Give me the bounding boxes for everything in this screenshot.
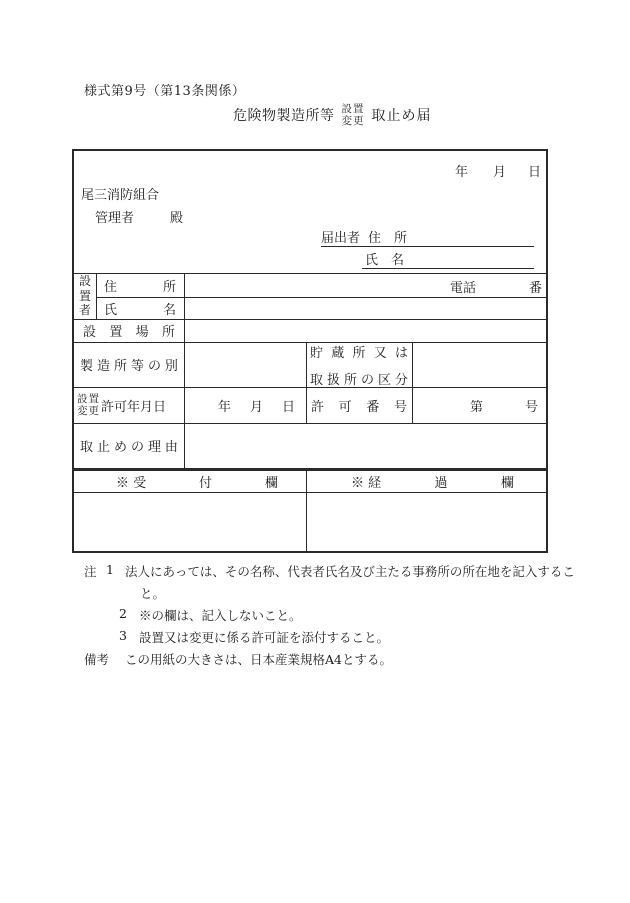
note-1-number: 1 [106,562,114,577]
note-item-1-line-1 [0,562,630,582]
location-label: 設 置 場 所 [83,325,175,340]
storage-classification-line2: 取 扱 所 の 区 分 [310,372,408,388]
date-year-label: 年 [455,165,469,180]
honorific-label: 殿 [170,211,184,226]
progress-box [306,492,546,551]
form-number: 様式第9号（第13条関係） [84,84,246,99]
storage-classification-line1: 貯 蔵 所 又 は [310,345,408,361]
permit-date-value-cell [184,387,306,423]
permit-number-value-cell [412,387,546,423]
permit-year-label: 年 [218,399,232,415]
notifier-name-blank [362,252,534,269]
organization-name: 尾三消防組合 [81,188,160,203]
notifier-address-label: 住 所 [368,231,408,246]
number-prefix-label: 第 [470,399,484,415]
permit-date-label [74,387,184,423]
title-option-henkou: 変更 [341,115,365,127]
storage-classification-label [306,342,412,387]
notifier-label: 届出者 [321,231,361,246]
title-suffix: 取止め届 [371,108,432,124]
note-1-text: 法人にあっては、その名称、代表者氏名及び主たる事務所の所在地を記入するこ [125,564,575,579]
notifier-address-blank [321,230,534,247]
remark-label: 備考 [84,652,110,667]
form-table [72,149,548,553]
cancellation-reason-label: 取 止 め の 理 由 [80,440,178,455]
permit-option-henkou: 変更 [77,405,100,417]
number-suffix-label: 号 [524,399,538,415]
note-1-continuation: と。 [140,586,166,601]
address-value-cell [184,273,546,297]
administrator-label: 管理者 [95,211,135,226]
permit-month-label: 月 [249,399,263,415]
phone-label: 電話 [450,281,477,296]
address-label: 住 所 [104,279,176,295]
note-2-text: ※の欄は、記入しないこと。 [139,608,302,623]
phone-suffix-label: 番 [528,281,542,296]
permit-option-setchi: 設置 [77,392,100,405]
installer-vertical-label: 設 置 者 [78,274,91,318]
permit-option-stack [77,393,100,418]
note-item-1-line-2 [0,584,630,604]
note-2-number: 2 [119,606,127,621]
notifier-name-label: 氏 名 [365,253,405,268]
storage-classification-value-cell [412,342,546,387]
reception-box [74,492,306,551]
title-facility: 危険物製造所等 [233,108,335,124]
name-value-cell [184,297,546,319]
name-label: 氏 名 [104,302,176,318]
date-month-label: 月 [493,165,507,180]
note-item-3 [0,628,630,648]
reception-column-header: ※ 受 付 欄 [116,476,278,491]
permit-number-label: 許 可 番 号 [311,399,407,415]
permit-date-text: 許可年月日 [101,399,167,415]
title-option-setchi: 設置 [341,102,365,115]
date-day-label: 日 [528,165,542,180]
notes-label: 注 [84,564,97,579]
remark-text: この用紙の大きさは、日本産業規格A4とする。 [125,652,392,667]
permit-day-label: 日 [281,399,295,415]
title-option-stack [342,103,365,128]
category-label: 製 造 所 等 の 別 [80,359,178,374]
note-item-2 [0,606,630,626]
document-title [233,101,432,129]
category-value-cell [184,342,306,387]
note-3-number: 3 [119,628,127,643]
progress-column-header: ※ 経 過 欄 [351,476,514,491]
location-value-cell [184,319,546,342]
cancellation-reason-value-cell [184,423,546,468]
note-3-text: 設置又は変更に係る許可証を添付すること。 [139,630,390,645]
remark-line [0,650,630,670]
